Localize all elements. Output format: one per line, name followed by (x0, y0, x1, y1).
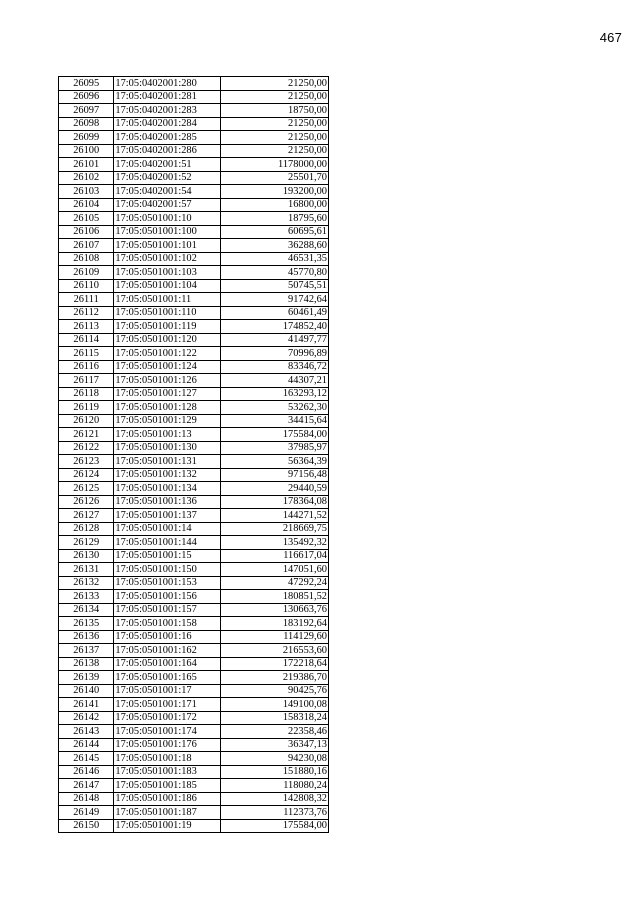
row-number-cell: 26144 (59, 738, 114, 752)
row-number-cell: 26110 (59, 279, 114, 293)
value-cell: 21250,00 (221, 144, 329, 158)
table-row (59, 333, 329, 347)
value-cell: 21250,00 (221, 77, 329, 91)
table-row (59, 306, 329, 320)
value-cell: 193200,00 (221, 185, 329, 199)
value-cell: 18795,60 (221, 212, 329, 226)
table-row (59, 320, 329, 334)
value-cell: 21250,00 (221, 117, 329, 131)
cadastral-number-cell: 17:05:0501001:15 (114, 549, 221, 563)
cadastral-number-cell: 17:05:0501001:16 (114, 630, 221, 644)
cadastral-number-cell: 17:05:0501001:134 (114, 482, 221, 496)
value-cell: 114129,60 (221, 630, 329, 644)
table-row (59, 522, 329, 536)
value-cell: 112373,76 (221, 806, 329, 820)
table-row (59, 590, 329, 604)
cadastral-number-cell: 17:05:0501001:17 (114, 684, 221, 698)
cadastral-number-cell: 17:05:0501001:187 (114, 806, 221, 820)
row-number-cell: 26124 (59, 468, 114, 482)
row-number-cell: 26145 (59, 752, 114, 766)
value-cell: 56364,39 (221, 455, 329, 469)
value-cell: 50745,51 (221, 279, 329, 293)
value-cell: 218669,75 (221, 522, 329, 536)
table-row (59, 779, 329, 793)
row-number-cell: 26135 (59, 617, 114, 631)
table-row (59, 617, 329, 631)
value-cell: 116617,04 (221, 549, 329, 563)
cadastral-number-cell: 17:05:0402001:283 (114, 104, 221, 118)
row-number-cell: 26099 (59, 131, 114, 145)
cadastral-number-cell: 17:05:0501001:156 (114, 590, 221, 604)
value-cell: 44307,21 (221, 374, 329, 388)
value-cell: 53262,30 (221, 401, 329, 415)
row-number-cell: 26126 (59, 495, 114, 509)
cadastral-number-cell: 17:05:0501001:124 (114, 360, 221, 374)
value-cell: 149100,08 (221, 698, 329, 712)
row-number-cell: 26112 (59, 306, 114, 320)
table-row (59, 212, 329, 226)
row-number-cell: 26133 (59, 590, 114, 604)
registry-table (58, 76, 329, 833)
table-row (59, 387, 329, 401)
table-row (59, 347, 329, 361)
value-cell: 60461,49 (221, 306, 329, 320)
value-cell: 135492,32 (221, 536, 329, 550)
row-number-cell: 26095 (59, 77, 114, 91)
row-number-cell: 26098 (59, 117, 114, 131)
value-cell: 41497,77 (221, 333, 329, 347)
value-cell: 219386,70 (221, 671, 329, 685)
value-cell: 94230,08 (221, 752, 329, 766)
row-number-cell: 26111 (59, 293, 114, 307)
row-number-cell: 26102 (59, 171, 114, 185)
cadastral-number-cell: 17:05:0501001:185 (114, 779, 221, 793)
value-cell: 172218,64 (221, 657, 329, 671)
table-row (59, 482, 329, 496)
table-row (59, 131, 329, 145)
table-row (59, 90, 329, 104)
cadastral-number-cell: 17:05:0501001:18 (114, 752, 221, 766)
cadastral-number-cell: 17:05:0501001:157 (114, 603, 221, 617)
value-cell: 22358,46 (221, 725, 329, 739)
cadastral-number-cell: 17:05:0501001:162 (114, 644, 221, 658)
value-cell: 178364,08 (221, 495, 329, 509)
value-cell: 29440,59 (221, 482, 329, 496)
value-cell: 144271,52 (221, 509, 329, 523)
cadastral-number-cell: 17:05:0501001:100 (114, 225, 221, 239)
row-number-cell: 26117 (59, 374, 114, 388)
cadastral-number-cell: 17:05:0501001:126 (114, 374, 221, 388)
row-number-cell: 26114 (59, 333, 114, 347)
value-cell: 90425,76 (221, 684, 329, 698)
row-number-cell: 26131 (59, 563, 114, 577)
value-cell: 36347,13 (221, 738, 329, 752)
table-row (59, 360, 329, 374)
cadastral-number-cell: 17:05:0501001:176 (114, 738, 221, 752)
row-number-cell: 26136 (59, 630, 114, 644)
cadastral-number-cell: 17:05:0501001:132 (114, 468, 221, 482)
table-row (59, 104, 329, 118)
value-cell: 175584,00 (221, 819, 329, 833)
table-row (59, 252, 329, 266)
cadastral-number-cell: 17:05:0402001:281 (114, 90, 221, 104)
cadastral-number-cell: 17:05:0501001:101 (114, 239, 221, 253)
cadastral-number-cell: 17:05:0501001:104 (114, 279, 221, 293)
cadastral-number-cell: 17:05:0501001:153 (114, 576, 221, 590)
row-number-cell: 26121 (59, 428, 114, 442)
table-row (59, 401, 329, 415)
row-number-cell: 26129 (59, 536, 114, 550)
row-number-cell: 26097 (59, 104, 114, 118)
value-cell: 216553,60 (221, 644, 329, 658)
value-cell: 21250,00 (221, 90, 329, 104)
cadastral-number-cell: 17:05:0501001:122 (114, 347, 221, 361)
cadastral-number-cell: 17:05:0402001:280 (114, 77, 221, 91)
table-row (59, 225, 329, 239)
value-cell: 25501,70 (221, 171, 329, 185)
cadastral-number-cell: 17:05:0501001:102 (114, 252, 221, 266)
cadastral-number-cell: 17:05:0501001:110 (114, 306, 221, 320)
value-cell: 16800,00 (221, 198, 329, 212)
row-number-cell: 26113 (59, 320, 114, 334)
table-row (59, 657, 329, 671)
value-cell: 18750,00 (221, 104, 329, 118)
row-number-cell: 26103 (59, 185, 114, 199)
value-cell: 47292,24 (221, 576, 329, 590)
cadastral-number-cell: 17:05:0501001:144 (114, 536, 221, 550)
table-row (59, 549, 329, 563)
page-number: 467 (599, 30, 622, 45)
table-row (59, 711, 329, 725)
value-cell: 21250,00 (221, 131, 329, 145)
row-number-cell: 26148 (59, 792, 114, 806)
cadastral-number-cell: 17:05:0501001:130 (114, 441, 221, 455)
row-number-cell: 26119 (59, 401, 114, 415)
value-cell: 147051,60 (221, 563, 329, 577)
cadastral-number-cell: 17:05:0501001:11 (114, 293, 221, 307)
table-row (59, 414, 329, 428)
row-number-cell: 26106 (59, 225, 114, 239)
cadastral-number-cell: 17:05:0501001:129 (114, 414, 221, 428)
cadastral-number-cell: 17:05:0501001:119 (114, 320, 221, 334)
row-number-cell: 26132 (59, 576, 114, 590)
table-row (59, 563, 329, 577)
value-cell: 174852,40 (221, 320, 329, 334)
value-cell: 180851,52 (221, 590, 329, 604)
table-row (59, 441, 329, 455)
value-cell: 163293,12 (221, 387, 329, 401)
table-row (59, 725, 329, 739)
cadastral-number-cell: 17:05:0402001:286 (114, 144, 221, 158)
cadastral-number-cell: 17:05:0501001:14 (114, 522, 221, 536)
cadastral-number-cell: 17:05:0501001:120 (114, 333, 221, 347)
cadastral-number-cell: 17:05:0501001:174 (114, 725, 221, 739)
table-row (59, 603, 329, 617)
value-cell: 37985,97 (221, 441, 329, 455)
value-cell: 151880,16 (221, 765, 329, 779)
row-number-cell: 26125 (59, 482, 114, 496)
value-cell: 183192,64 (221, 617, 329, 631)
table-row (59, 374, 329, 388)
value-cell: 175584,00 (221, 428, 329, 442)
table-row (59, 77, 329, 91)
value-cell: 1178000,00 (221, 158, 329, 172)
row-number-cell: 26139 (59, 671, 114, 685)
cadastral-number-cell: 17:05:0402001:51 (114, 158, 221, 172)
table-row (59, 185, 329, 199)
value-cell: 142808,32 (221, 792, 329, 806)
table-row (59, 752, 329, 766)
value-cell: 83346,72 (221, 360, 329, 374)
value-cell: 46531,35 (221, 252, 329, 266)
cadastral-number-cell: 17:05:0501001:150 (114, 563, 221, 577)
table-row (59, 117, 329, 131)
value-cell: 36288,60 (221, 239, 329, 253)
cadastral-number-cell: 17:05:0402001:54 (114, 185, 221, 199)
cadastral-number-cell: 17:05:0501001:128 (114, 401, 221, 415)
cadastral-number-cell: 17:05:0501001:186 (114, 792, 221, 806)
row-number-cell: 26109 (59, 266, 114, 280)
row-number-cell: 26128 (59, 522, 114, 536)
row-number-cell: 26118 (59, 387, 114, 401)
row-number-cell: 26116 (59, 360, 114, 374)
value-cell: 45770,80 (221, 266, 329, 280)
row-number-cell: 26123 (59, 455, 114, 469)
cadastral-number-cell: 17:05:0402001:284 (114, 117, 221, 131)
row-number-cell: 26100 (59, 144, 114, 158)
cadastral-number-cell: 17:05:0501001:171 (114, 698, 221, 712)
table-row (59, 806, 329, 820)
table-row (59, 144, 329, 158)
cadastral-number-cell: 17:05:0501001:127 (114, 387, 221, 401)
row-number-cell: 26120 (59, 414, 114, 428)
cadastral-number-cell: 17:05:0501001:10 (114, 212, 221, 226)
table-row (59, 293, 329, 307)
row-number-cell: 26127 (59, 509, 114, 523)
table-row (59, 239, 329, 253)
value-cell: 70996,89 (221, 347, 329, 361)
row-number-cell: 26138 (59, 657, 114, 671)
table-row (59, 738, 329, 752)
cadastral-number-cell: 17:05:0501001:164 (114, 657, 221, 671)
table-row (59, 684, 329, 698)
table-row (59, 644, 329, 658)
row-number-cell: 26150 (59, 819, 114, 833)
cadastral-number-cell: 17:05:0402001:285 (114, 131, 221, 145)
row-number-cell: 26146 (59, 765, 114, 779)
table-row (59, 819, 329, 833)
table-row (59, 279, 329, 293)
table-row (59, 765, 329, 779)
table-row (59, 630, 329, 644)
table-row (59, 495, 329, 509)
row-number-cell: 26141 (59, 698, 114, 712)
row-number-cell: 26101 (59, 158, 114, 172)
cadastral-number-cell: 17:05:0501001:103 (114, 266, 221, 280)
cadastral-number-cell: 17:05:0501001:13 (114, 428, 221, 442)
value-cell: 158318,24 (221, 711, 329, 725)
cadastral-number-cell: 17:05:0501001:165 (114, 671, 221, 685)
table-row (59, 198, 329, 212)
row-number-cell: 26107 (59, 239, 114, 253)
registry-table-body (59, 77, 329, 833)
table-row (59, 671, 329, 685)
row-number-cell: 26147 (59, 779, 114, 793)
cadastral-number-cell: 17:05:0501001:19 (114, 819, 221, 833)
row-number-cell: 26108 (59, 252, 114, 266)
cadastral-number-cell: 17:05:0501001:131 (114, 455, 221, 469)
row-number-cell: 26115 (59, 347, 114, 361)
value-cell: 60695,61 (221, 225, 329, 239)
row-number-cell: 26122 (59, 441, 114, 455)
table-row (59, 171, 329, 185)
row-number-cell: 26149 (59, 806, 114, 820)
cadastral-number-cell: 17:05:0501001:172 (114, 711, 221, 725)
cadastral-number-cell: 17:05:0501001:158 (114, 617, 221, 631)
value-cell: 118080,24 (221, 779, 329, 793)
table-row (59, 698, 329, 712)
row-number-cell: 26137 (59, 644, 114, 658)
cadastral-number-cell: 17:05:0402001:57 (114, 198, 221, 212)
cadastral-number-cell: 17:05:0501001:137 (114, 509, 221, 523)
row-number-cell: 26142 (59, 711, 114, 725)
row-number-cell: 26140 (59, 684, 114, 698)
table-row (59, 428, 329, 442)
row-number-cell: 26096 (59, 90, 114, 104)
table-row (59, 266, 329, 280)
table-row (59, 576, 329, 590)
table-row (59, 455, 329, 469)
cadastral-number-cell: 17:05:0402001:52 (114, 171, 221, 185)
row-number-cell: 26143 (59, 725, 114, 739)
value-cell: 130663,76 (221, 603, 329, 617)
value-cell: 34415,64 (221, 414, 329, 428)
value-cell: 97156,48 (221, 468, 329, 482)
row-number-cell: 26104 (59, 198, 114, 212)
table-row (59, 468, 329, 482)
row-number-cell: 26134 (59, 603, 114, 617)
row-number-cell: 26130 (59, 549, 114, 563)
table-row (59, 509, 329, 523)
cadastral-number-cell: 17:05:0501001:183 (114, 765, 221, 779)
table-row (59, 536, 329, 550)
value-cell: 91742,64 (221, 293, 329, 307)
table-row (59, 158, 329, 172)
cadastral-number-cell: 17:05:0501001:136 (114, 495, 221, 509)
row-number-cell: 26105 (59, 212, 114, 226)
table-row (59, 792, 329, 806)
